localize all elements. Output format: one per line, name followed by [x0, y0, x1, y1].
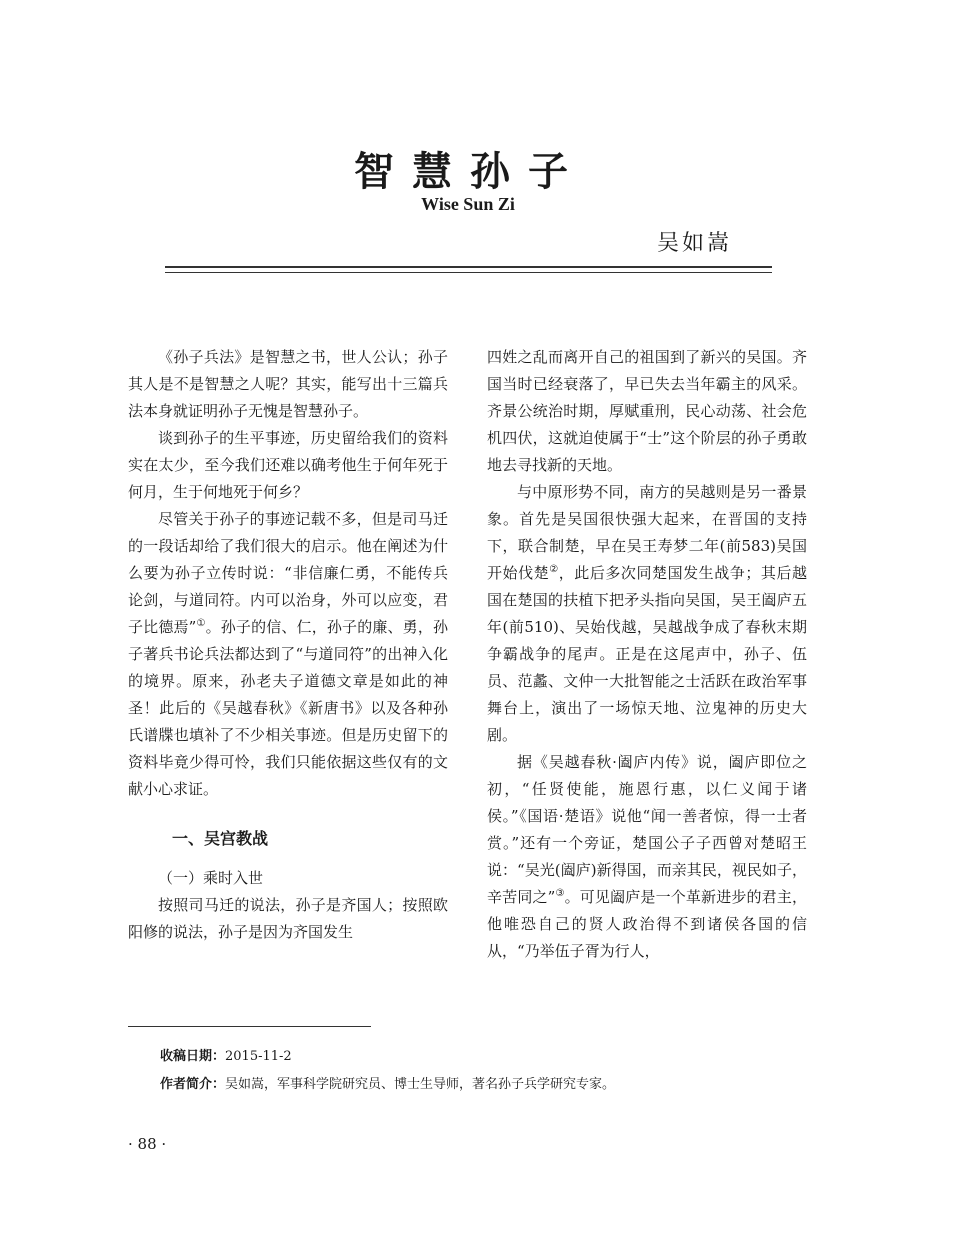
received-date-note — [160, 1045, 292, 1064]
author-bio-note — [160, 1073, 615, 1092]
paragraph: 《孙子兵法》是智慧之书，世人公认；孙子其人是不是智慧之人呢？其实，能写出十三篇兵法本身就证明孙子无愧是智慧孙子。 — [128, 348, 448, 420]
paragraph — [128, 506, 448, 803]
right-column — [487, 344, 807, 965]
paragraph-text: 。可见阖庐是一个革新进步的君主，他唯恐自己的贤人政治得不到诸侯各国的信从，“乃举伍子胥为行人， — [487, 888, 807, 960]
paragraph-text: 尽管关于孙子的事迹记载不多，但是司马迁的一段话却给了我们很大的启示。他在阐述为什么要为孙子立传时说：“非信廉仁勇，不能传兵论剑，与道同符。内可以治身，外可以应变，君子比德焉” — [128, 510, 448, 636]
title-rule-thick — [165, 266, 772, 268]
author-name: 吴如嵩 — [656, 231, 732, 256]
received-label: 收稿日期： — [160, 1049, 226, 1064]
subsection-heading: （一）乘时入世 — [158, 869, 264, 887]
title-rule-thin — [165, 272, 772, 273]
paragraph-text: ，此后多次同楚国发生战争；其后越国在楚国的扶植下把矛头指向吴国，吴王阖庐五年(前510)、吴始伐越，吴越战争成了春秋末期争霸战争的尾声。正是在这尾声中，孙子、伍员、范蠡、文仲一大批智能之士活跃在政治军事舞台上，演出了一场惊天地、泣鬼神的历史大剧。 — [487, 564, 807, 744]
article-title: 智慧孙子 — [354, 148, 586, 195]
paragraph — [487, 479, 807, 749]
paragraph: 按照司马迁的说法，孙子是齐国人；按照欧阳修的说法，孙子是因为齐国发生 — [128, 896, 448, 941]
footnote-marker: ② — [549, 564, 559, 575]
footnote-marker: ③ — [555, 888, 565, 899]
paragraph-text: 与中原形势不同，南方的吴越则是另一番景象。首先是吴国很快强大起来，在晋国的支持下，联合制楚，早在吴王寿梦二年(前583)吴国开始伐楚 — [487, 483, 807, 582]
left-column — [128, 344, 448, 946]
author-bio-label: 作者简介： — [160, 1077, 226, 1092]
paragraph-text: 据《吴越春秋·阖庐内传》说，阖庐即位之初，“任贤使能，施恩行惠，以仁义闻于诸侯。”《国语·楚语》说他“闻一善者惊，得一士者赏。”还有一个旁证，楚国公子子西曾对楚昭王说：“吴光(阖庐)新得国，而亲其民，视民如子，辛苦同之” — [487, 753, 807, 906]
paragraph-text: 。孙子的信、仁，孙子的廉、勇，孙子著兵书论兵法都达到了“与道同符”的出神入化的境界。原来，孙老夫子道德文章是如此的神圣！此后的《吴越春秋》《新唐书》以及各种孙氏谱牒也填补了不少相关事迹。但是历史留下的资料毕竟少得可怜，我们只能依据这些仅有的文献小心求证。 — [128, 618, 448, 798]
author-bio-value: 吴如嵩，军事科学院研究员、博士生导师，著名孙子兵学研究专家。 — [225, 1077, 616, 1092]
section-heading: 一、吴宫教战 — [172, 829, 269, 848]
received-value: 2015-11-2 — [225, 1049, 292, 1064]
footnote-rule — [128, 1026, 371, 1027]
paragraph: 谈到孙子的生平事迹，历史留给我们的资料实在太少，至今我们还难以确考他生于何年死于何月，生于何地死于何乡？ — [128, 429, 448, 501]
footnote-marker: ① — [196, 618, 206, 629]
article-subtitle: Wise Sun Zi — [421, 194, 515, 214]
paragraph: 四姓之乱而离开自己的祖国到了新兴的吴国。齐国当时已经衰落了，早已失去当年霸主的风采。齐景公统治时期，厚赋重刑，民心动荡、社会危机四伏，这就迫使属于“士”这个阶层的孙子勇敢地去寻找新的天地。 — [487, 348, 807, 474]
paragraph — [487, 749, 807, 965]
page-number: · 88 · — [128, 1135, 167, 1153]
